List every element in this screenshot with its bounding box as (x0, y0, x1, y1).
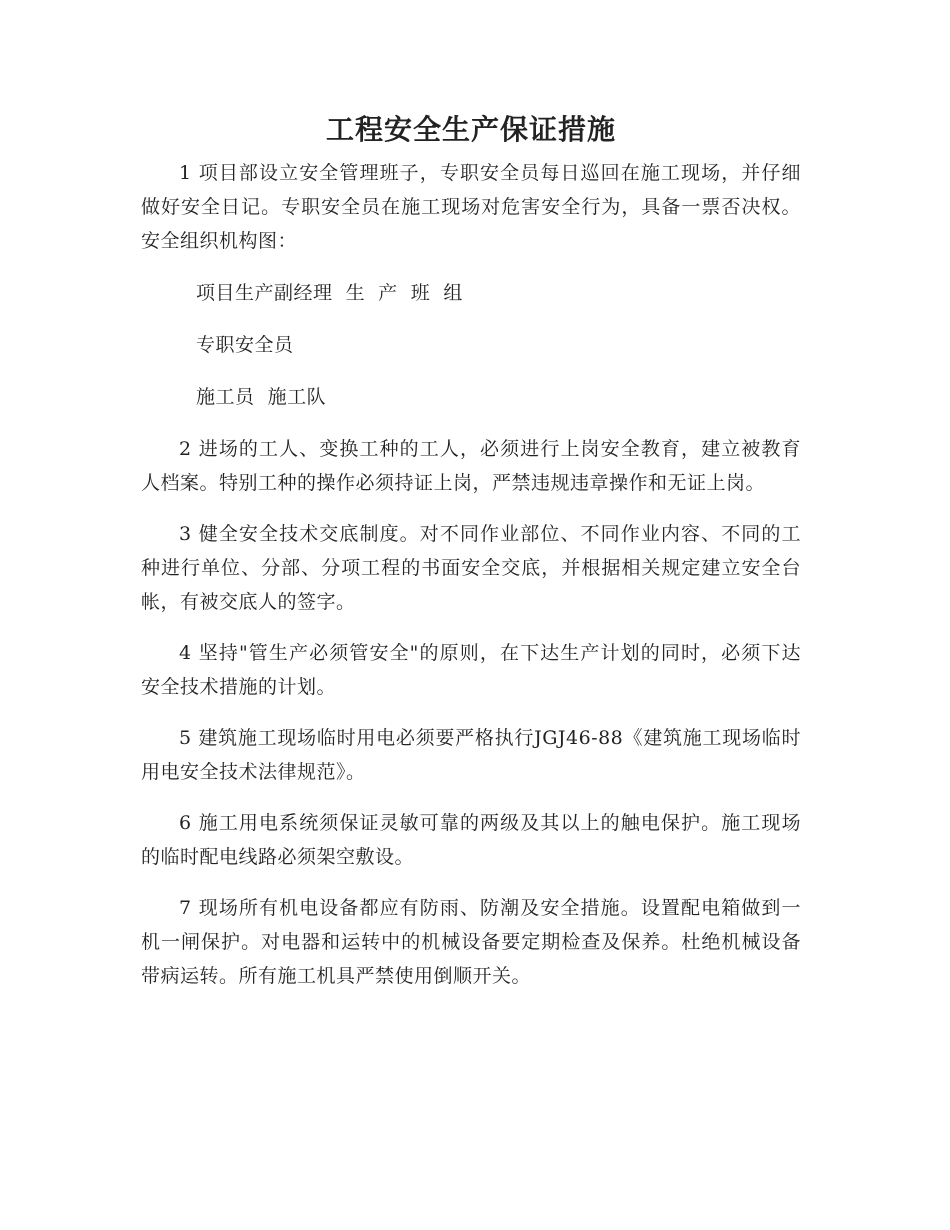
paragraph-4: 4 坚持"管生产必须管安全"的原则，在下达生产计划的同时，必须下达安全技术措施的计划。 (141, 642, 801, 698)
org-chart-line-1: 项目生产副经理 生 产 班 组 (196, 282, 463, 304)
document-title: 工程安全生产保证措施 (325, 113, 616, 146)
paragraph-2: 2 进场的工人、变换工种的工人，必须进行上岗安全教育，建立被教育人档案。特别工种的操作必须持证上岗，严禁违规违章操作和无证上岗。 (141, 438, 801, 494)
paragraph-3: 3 健全安全技术交底制度。对不同作业部位、不同作业内容、不同的工种进行单位、分部、分项工程的书面安全交底，并根据相关规定建立安全台帐，有被交底人的签字。 (141, 523, 801, 613)
paragraph-6: 6 施工用电系统须保证灵敏可靠的两级及其以上的触电保护。施工现场的临时配电线路必须架空敷设。 (141, 812, 801, 868)
org-chart-line-3: 施工员 施工队 (196, 386, 327, 408)
org-chart-line-2: 专职安全员 (196, 334, 294, 356)
paragraph-5: 5 建筑施工现场临时用电必须要严格执行JGJ46-88《建筑施工现场临时用电安全技术法律规范》。 (141, 727, 801, 783)
paragraph-1: 1 项目部设立安全管理班子，专职安全员每日巡回在施工现场，并仔细做好安全日记。专职安全员在施工现场对危害安全行为，具备一票否决权。安全组织机构图： (141, 162, 801, 252)
org-chart (141, 275, 801, 414)
paragraph-7: 7 现场所有机电设备都应有防雨、防潮及安全措施。设置配电箱做到一机一闸保护。对电器和运转中的机械设备要定期检查及保养。杜绝机械设备带病运转。所有施工机具严禁使用倒顺开关。 (141, 897, 801, 987)
document-page (141, 110, 801, 1010)
